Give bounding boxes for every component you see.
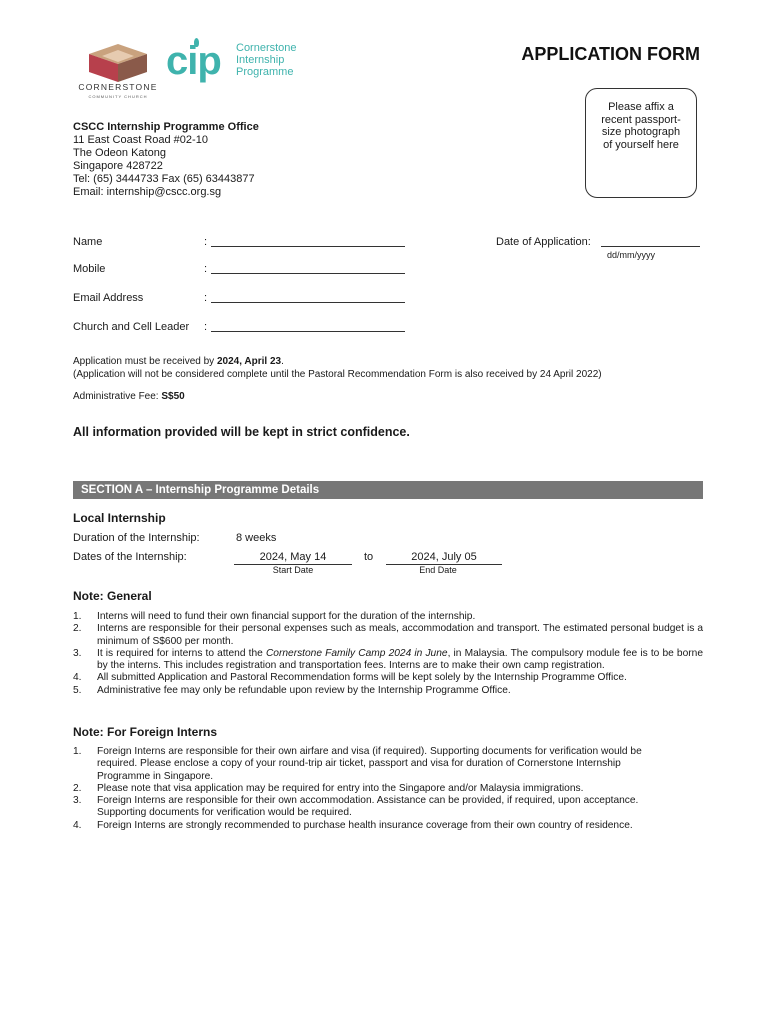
dates-to: to <box>364 551 374 563</box>
note-general-heading: Note: General <box>73 589 152 603</box>
local-internship-heading: Local Internship <box>73 511 166 525</box>
field-label-email: Email Address <box>73 292 144 304</box>
list-item: 3. It is required for interns to attend the Cornerstone Family Camp 2024 in June, in Malaysia. The compulsory module fee is to be borne by the interns. This includes registration and transportation fees. Interns are to make their own camp registration. <box>73 647 703 672</box>
date-of-application-field[interactable] <box>601 235 700 247</box>
photo-box <box>585 88 697 198</box>
list-item: 4. Foreign Interns are strongly recommended to purchase health insurance coverage from their own country of residence. <box>73 819 633 831</box>
date-of-application-label: Date of Application: <box>496 236 591 248</box>
note-general-list <box>73 611 703 697</box>
list-item: 2. Please note that visa application may be required for entry into the Singapore and/or Malaysia immigrations. <box>73 782 584 794</box>
cip-name-line-1: Cornerstone <box>236 42 297 54</box>
cornerstone-logo-subtext: COMMUNITY CHURCH <box>88 94 148 99</box>
end-date-caption: End Date <box>419 565 457 575</box>
office-name: CSCC Internship Programme Office <box>73 121 259 133</box>
field-sep-email: : <box>204 292 208 304</box>
start-date-value: 2024, May 14 <box>234 551 352 565</box>
office-phone: Tel: (65) 3444733 Fax (65) 63443877 <box>73 173 255 185</box>
deadline-prefix: Application must be received by <box>73 356 217 367</box>
office-address-line: 11 East Coast Road #02-10 <box>73 134 208 146</box>
name-field[interactable] <box>211 235 405 247</box>
fee-value: S$50 <box>161 391 185 402</box>
cip-name-line-3: Programme <box>236 66 294 78</box>
deadline-text <box>73 356 713 369</box>
start-date-caption: Start Date <box>272 565 314 575</box>
field-label-mobile: Mobile <box>73 263 106 275</box>
photo-instructions: Please affix a recent passport-size photograph of yourself here <box>601 101 681 151</box>
field-sep-mobile: : <box>204 263 208 275</box>
cornerstone-logo <box>76 40 160 102</box>
list-item: 4. All submitted Application and Pastoral Recommendation forms will be kept solely by the Internship Programme Office. <box>73 672 627 684</box>
note-foreign-list <box>73 746 673 832</box>
dates-label: Dates of the Internship: <box>73 551 187 563</box>
fee-text <box>73 391 185 404</box>
confidential-notice: All information provided will be kept in strict confidence. <box>73 425 410 439</box>
office-address-line: The Odeon Katong <box>73 147 166 159</box>
email-field[interactable] <box>211 291 405 303</box>
section-a-header: SECTION A – Internship Programme Details <box>73 481 703 499</box>
list-item: 5. Administrative fee may only be refundable upon review by the Internship Programme Office. <box>73 684 511 696</box>
note-foreign-heading: Note: For Foreign Interns <box>73 725 217 739</box>
field-sep-name: : <box>204 236 208 248</box>
cip-logo <box>164 38 304 84</box>
list-item: 1. Interns will need to fund their own financial support for the duration of the internship. <box>73 611 476 622</box>
duration-value: 8 weeks <box>236 532 277 544</box>
office-block <box>73 121 373 199</box>
office-address-line: Singapore 428722 <box>73 160 163 172</box>
date-format-hint: dd/mm/yyyy <box>606 250 655 260</box>
field-label-name: Name <box>73 236 103 248</box>
office-email: Email: internship@cscc.org.sg <box>73 186 222 198</box>
duration-label: Duration of the Internship: <box>73 532 200 544</box>
cip-letters: cip <box>166 39 221 83</box>
deadline-note: (Application will not be considered complete until the Pastoral Recommendation Form is also received by 24 April 2022) <box>73 369 602 380</box>
end-date-value: 2024, July 05 <box>386 551 502 565</box>
list-item: 2. Interns are responsible for their personal expenses such as meals, accommodation and transport. The estimated personal budget is a minimum of S$600 per month. <box>73 623 703 647</box>
church-leader-field[interactable] <box>211 320 405 332</box>
list-item: 1. Foreign Interns are responsible for their own airfare and visa (if required). Supporting documents for verification would be required. Please enclose a copy of your round-trip air ticket, passport and visa for duration of Cornerstone Internship Programme in Singapore. <box>73 746 642 782</box>
list-item: 3. Foreign Interns are responsible for their own accommodation. Assistance can be provided, if required, upon acceptance. Supporting documents for verification would be required. <box>73 795 639 819</box>
deadline-suffix: . <box>281 356 284 367</box>
cornerstone-logo-text: CORNERSTONE <box>78 82 158 92</box>
field-label-church: Church and Cell Leader <box>73 321 190 333</box>
cip-name-line-2: Internship <box>236 54 285 66</box>
mobile-field[interactable] <box>211 262 405 274</box>
fee-label: Administrative Fee: <box>73 391 162 402</box>
cornerstone-logo-mark <box>76 40 160 84</box>
page-title: APPLICATION FORM <box>521 44 700 64</box>
field-sep-church: : <box>204 321 208 333</box>
deadline-date: 2024, April 23 <box>216 356 282 367</box>
